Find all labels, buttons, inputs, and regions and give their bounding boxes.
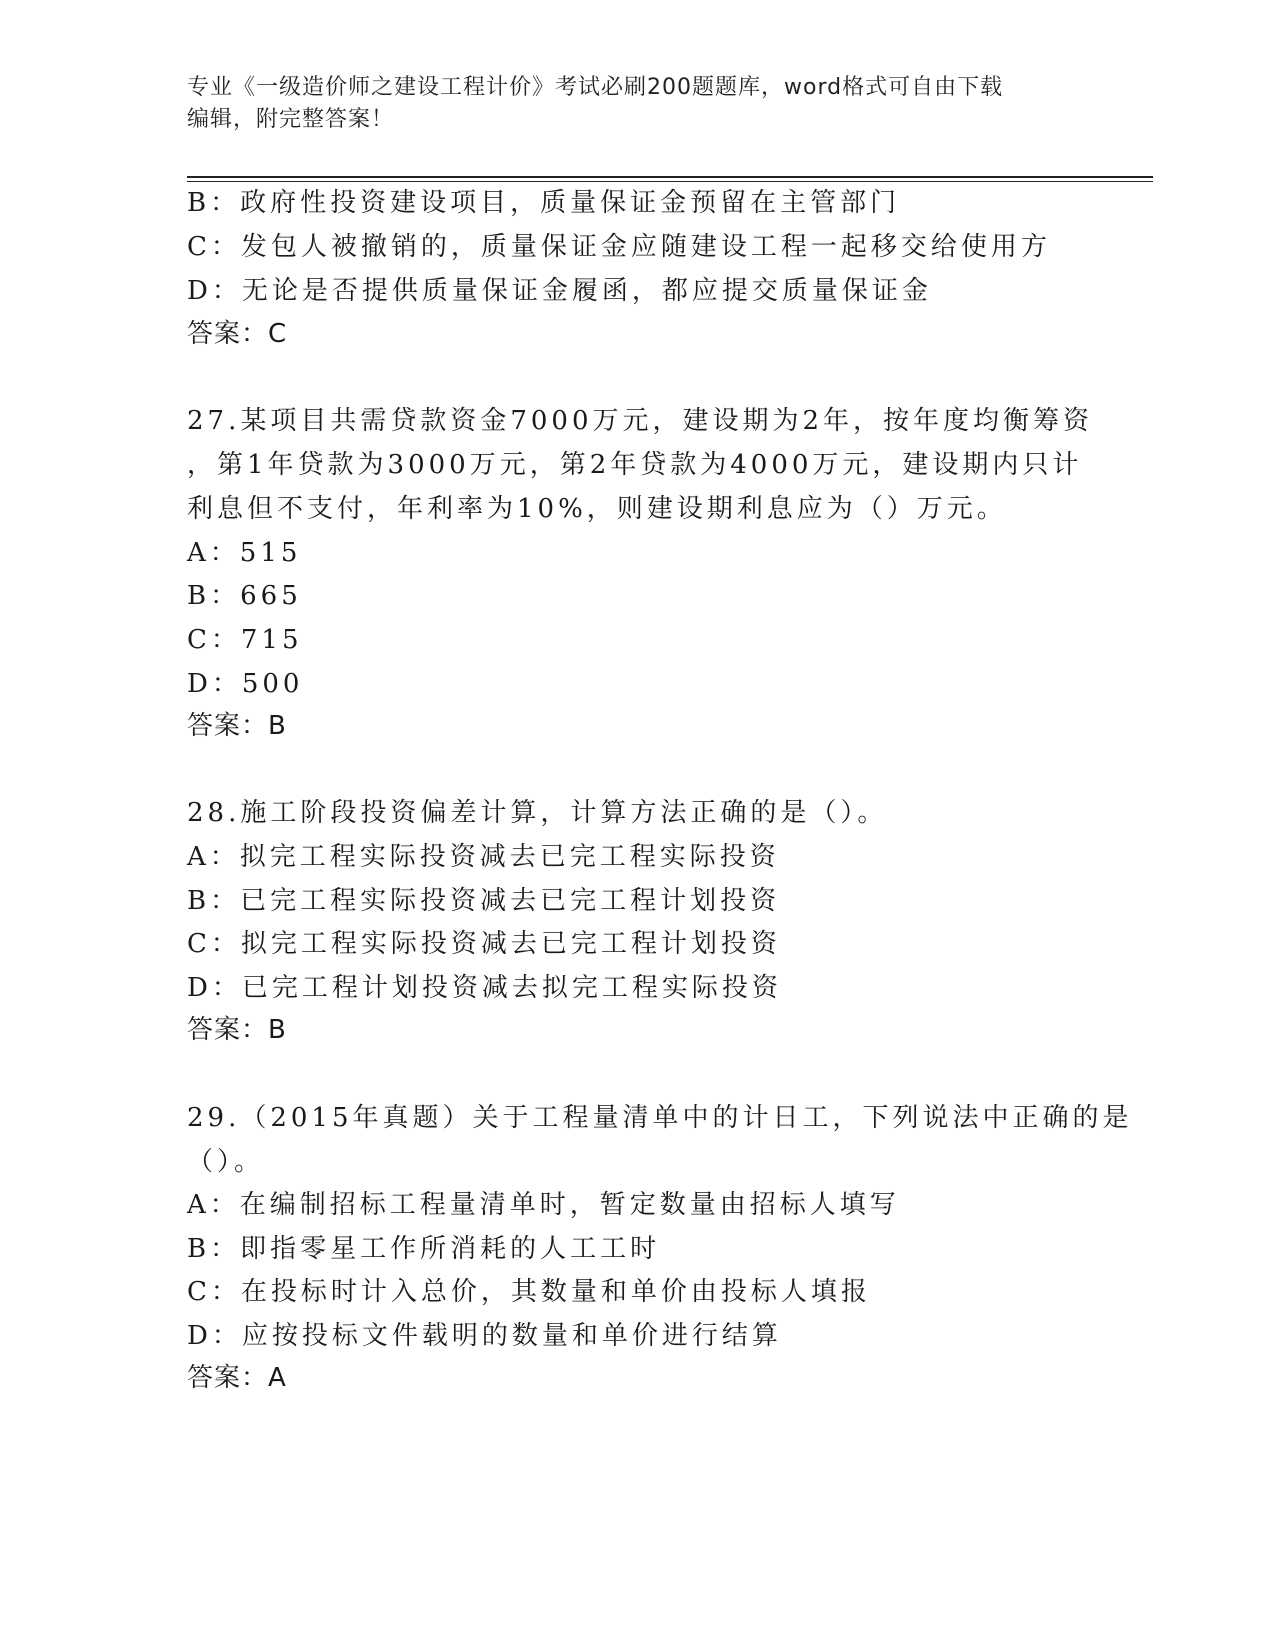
header-divider-thick — [187, 176, 1153, 178]
q29-option-b: B：即指零星工作所消耗的人工工时 — [187, 1234, 661, 1264]
header-title-line-2: 编辑，附完整答案！ — [187, 107, 395, 132]
q27-option-d: D：500 — [187, 669, 304, 699]
q27-option-b: B：665 — [187, 581, 302, 611]
document-header — [187, 72, 1087, 136]
q29-answer: 答案：A — [187, 1363, 287, 1393]
q27-option-a: A：515 — [187, 538, 302, 568]
q27-answer: 答案：B — [187, 711, 287, 741]
q29-stem-line-1: 29.（2015年真题）关于工程量清单中的计日工，下列说法中正确的是 — [187, 1103, 1133, 1133]
q28-option-c: C：拟完工程实际投资减去已完工程计划投资 — [187, 929, 781, 959]
q26-answer: 答案：C — [187, 319, 288, 349]
q28-stem-line-1: 28.施工阶段投资偏差计算，计算方法正确的是（）。 — [187, 798, 888, 828]
q29-option-c: C：在投标时计入总价，其数量和单价由投标人填报 — [187, 1277, 871, 1307]
q29-option-a: A：在编制招标工程量清单时，暂定数量由招标人填写 — [187, 1190, 900, 1220]
q29-stem-line-2: （）。 — [187, 1147, 265, 1177]
q28-option-b: B：已完工程实际投资减去已完工程计划投资 — [187, 886, 781, 916]
header-divider-thin — [187, 181, 1153, 182]
q27-stem-line-2: ，第1年贷款为3000万元，第2年贷款为4000万元，建设期内只计 — [187, 450, 1083, 480]
q28-option-a: A：拟完工程实际投资减去已完工程实际投资 — [187, 842, 780, 872]
q27-stem-line-1: 27.某项目共需贷款资金7000万元，建设期为2年，按年度均衡筹资 — [187, 406, 1094, 436]
q29-option-d: D：应按投标文件载明的数量和单价进行结算 — [187, 1321, 782, 1351]
q28-answer: 答案：B — [187, 1015, 287, 1045]
q27-stem-line-3: 利息但不支付，年利率为10%，则建设期利息应为（）万元。 — [187, 494, 1007, 524]
q28-option-d: D：已完工程计划投资减去拟完工程实际投资 — [187, 973, 782, 1003]
q27-option-c: C：715 — [187, 625, 303, 655]
q26-option-b: B：政府性投资建设项目，质量保证金预留在主管部门 — [187, 188, 901, 218]
q26-option-c: C：发包人被撤销的，质量保证金应随建设工程一起移交给使用方 — [187, 232, 1051, 262]
q26-option-d: D：无论是否提供质量保证金履函，都应提交质量保证金 — [187, 276, 932, 306]
header-title-line-1: 专业《一级造价师之建设工程计价》考试必刷200题题库，word格式可自由下载 — [187, 75, 1004, 100]
